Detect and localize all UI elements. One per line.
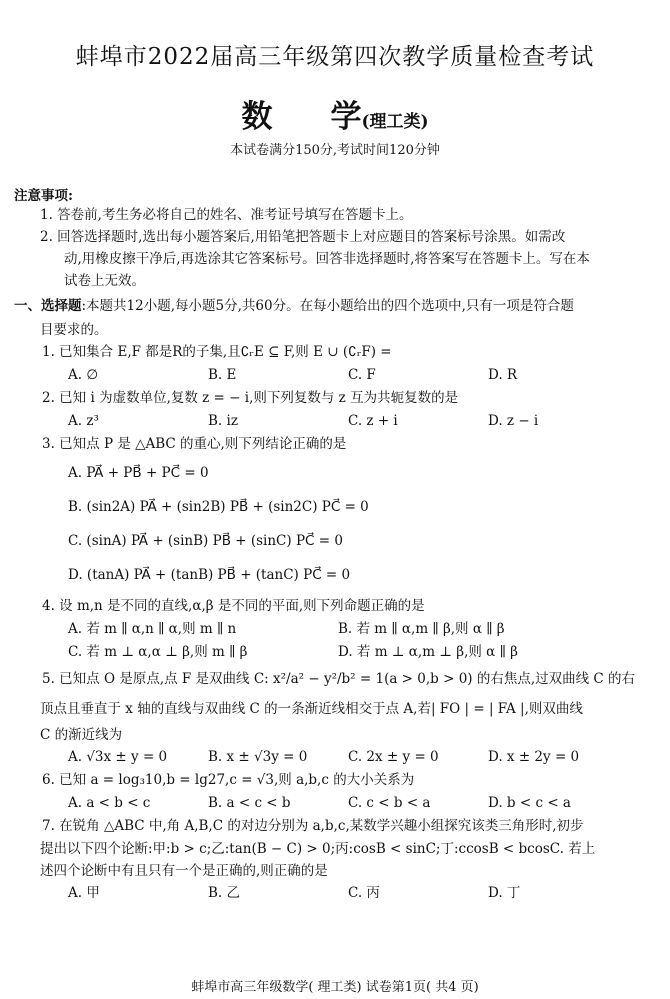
question-stem: 2. 已知 i 为虚数单位,复数 z = − i,则下列复数与 z 互为共轭复数的是 (42, 390, 459, 406)
question-options (14, 364, 656, 387)
notice-item: 动,用橡皮擦干净后,再选涂其它答案标号。回答非选择题时,将答案写在答题卡上。写在本 (64, 251, 590, 267)
option: A. z³ (68, 413, 99, 429)
notice-heading: 注意事项: (14, 188, 73, 204)
question-stem: 5. 已知点 O 是原点,点 F 是双曲线 C: x²/a² − y²/b² = 1(a > 0,b > 0) 的右焦点,过双曲线 C 的右 (42, 671, 636, 687)
option: C. 若 m ⊥ α,α ⊥ β,则 m ∥ β (68, 644, 248, 660)
subject-part2: 学 (330, 99, 362, 135)
subject-kind: (理工类) (361, 112, 429, 132)
subject-part1: 数 (241, 99, 273, 135)
option: B. 乙 (208, 885, 241, 901)
question-options (14, 618, 656, 641)
option: D. (tanA) PA⃗ + (tanB) PB⃗ + (tanC) PC⃗ = 0 (68, 567, 351, 583)
question-options (14, 882, 656, 905)
option: B. E (208, 367, 237, 383)
option: B. iz (208, 413, 238, 429)
page-footer: 蚌埠市高三年级数学( 理工类) 试卷第1页( 共4 页) (191, 980, 479, 995)
option: D. b < c < a (488, 795, 571, 811)
option: C. 丙 (348, 885, 380, 901)
section-text-cont: 目要求的。 (40, 322, 108, 338)
question-stem: 4. 设 m,n 是不同的直线,α,β 是不同的平面,则下列命题正确的是 (42, 598, 425, 614)
option: D. z − i (488, 413, 539, 429)
option: C. 2x ± y = 0 (348, 749, 439, 765)
option: D. 丁 (488, 885, 521, 901)
question-stem-cont: C 的渐近线为 (40, 727, 123, 743)
option: C. z + i (348, 413, 398, 429)
option: A. 若 m ∥ α,n ∥ α,则 m ∥ n (68, 621, 237, 637)
exam-page (0, 38, 670, 999)
option: C. F (348, 367, 376, 383)
option: A. 甲 (68, 885, 100, 901)
notice-item: 1. 答卷前,考生务必将自己的姓名、准考证号填写在答题卡上。 (40, 207, 413, 223)
question-stem: 6. 已知 a = log₃10,b = lg27,c = √3,则 a,b,c 的大小关系为 (42, 772, 415, 788)
option: A. ∅ (68, 367, 99, 383)
option: B. (sin2A) PA⃗ + (sin2B) PB⃗ + (sin2C) PC⃗ = 0 (68, 499, 369, 515)
question-stem: 3. 已知点 P 是 △ABC 的重心,则下列结论正确的是 (42, 436, 347, 452)
option: B. a < c < b (208, 795, 291, 811)
notice-item: 2. 回答选择题时,选出每小题答案后,用铅笔把答题卡上对应题目的答案标号涂黑。如需改 (40, 229, 566, 245)
option: B. 若 m ∥ α,m ∥ β,则 α ∥ β (338, 621, 505, 637)
subject-heading (14, 91, 656, 135)
option: C. (sinA) PA⃗ + (sinB) PB⃗ + (sinC) PC⃗ = 0 (68, 533, 343, 549)
section-label: 一、选择题 (14, 298, 82, 314)
question-options (14, 641, 656, 664)
section-heading (14, 295, 656, 317)
exam-title: 蚌埠市2022届高三年级第四次教学质量检查考试 (75, 44, 595, 70)
question-options (14, 792, 656, 815)
question-stem-cont: 提出以下四个论断:甲:b > c;乙:tan(B − C) > 0;丙:cosB < sinC;丁:ccosB < bcosC. 若上 (40, 841, 596, 857)
exam-meta: 本试卷满分150分,考试时间120分钟 (230, 143, 440, 158)
option: A. PA⃗ + PB⃗ + PC⃗ = 0 (68, 465, 209, 481)
question-stem-cont: 述四个论断中有且只有一个是正确的,则正确的是 (40, 863, 328, 879)
question-stem-cont: 顶点且垂直于 x 轴的直线与双曲线 C 的一条渐近线相交于点 A,若| FO | = | FA |,则双曲线 (40, 701, 583, 717)
option: D. 若 m ⊥ α,m ⊥ β,则 α ∥ β (338, 644, 518, 660)
option: D. R (488, 367, 518, 383)
notice-item: 试卷上无效。 (64, 273, 145, 289)
question-stem: 1. 已知集合 E,F 都是R的子集,且∁ᵣE ⊆ F,则 E ∪ (∁ᵣF) = (42, 344, 392, 360)
option: A. √3x ± y = 0 (68, 749, 168, 765)
option: D. x ± 2y = 0 (488, 749, 580, 765)
option: B. x ± √3y = 0 (208, 749, 308, 765)
option: C. c < b < a (348, 795, 431, 811)
option: A. a < b < c (68, 795, 151, 811)
question-options (14, 410, 656, 433)
question-stem: 7. 在锐角 △ABC 中,角 A,B,C 的对边分别为 a,b,c,某数学兴趣小组探究该类三角形时,初步 (42, 818, 584, 834)
question-options (14, 746, 656, 769)
section-text: :本题共12小题,每小题5分,共60分。在每小题给出的四个选项中,只有一项是符合题 (81, 298, 574, 314)
